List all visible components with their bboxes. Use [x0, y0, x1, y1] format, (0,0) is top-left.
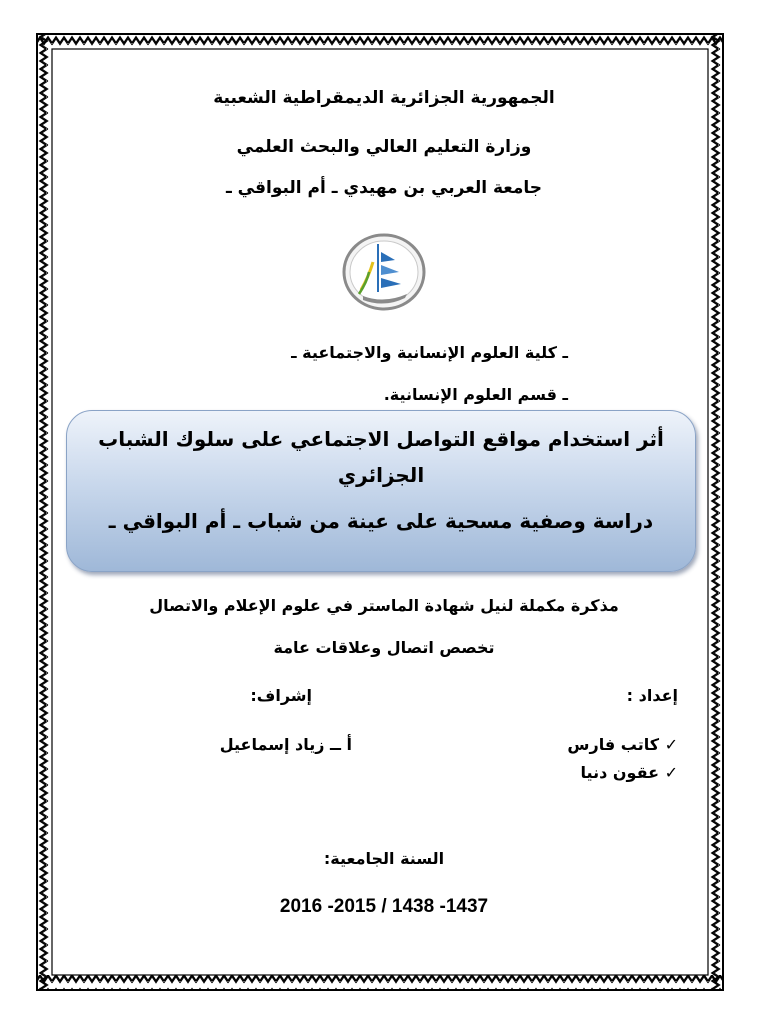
- republic-heading: الجمهورية الجزائرية الديمقراطية الشعبية: [213, 88, 555, 108]
- department-name: ـ قسم العلوم الإنسانية.: [383, 385, 568, 404]
- specialty: تخصص اتصال وعلاقات عامة: [273, 638, 495, 657]
- thesis-title-line-1: أثر استخدام مواقع التواصل الاجتماعي على سلوك الشباب: [98, 427, 664, 451]
- academic-year-value: 1437- 1438 / 2015- 2016: [279, 896, 489, 917]
- student-name-1: كاتب فارس: [567, 735, 660, 754]
- university-logo: [339, 232, 429, 312]
- thesis-subtitle: دراسة وصفية مسحية على عينة من شباب ـ أم البواقي ـ: [108, 509, 654, 533]
- ministry-heading: وزارة التعليم العالي والبحث العلمي: [236, 137, 532, 157]
- academic-year-label: السنة الجامعية:: [323, 849, 445, 868]
- thesis-title-line-2: الجزائري: [337, 463, 425, 487]
- university-heading: جامعة العربي بن مهيدي ـ أم البواقي ـ: [225, 178, 543, 198]
- supervision-label: إشراف:: [250, 686, 312, 705]
- preparation-label: إعداد :: [626, 686, 678, 705]
- student-name-2: عقون دنيا: [580, 763, 660, 782]
- thesis-title-box: [66, 410, 696, 572]
- student-name: [581, 763, 678, 782]
- student-name: [567, 735, 678, 754]
- check-mark-icon: ✓: [664, 735, 678, 754]
- faculty-name: ـ كلية العلوم الإنسانية والاجتماعية ـ: [291, 343, 568, 362]
- check-mark-icon: ✓: [664, 763, 678, 782]
- supervisor-name: أ ــ زياد إسماعيل: [219, 735, 352, 754]
- memo-description: مذكرة مكملة لنيل شهادة الماستر في علوم الإعلام والاتصال: [149, 596, 619, 615]
